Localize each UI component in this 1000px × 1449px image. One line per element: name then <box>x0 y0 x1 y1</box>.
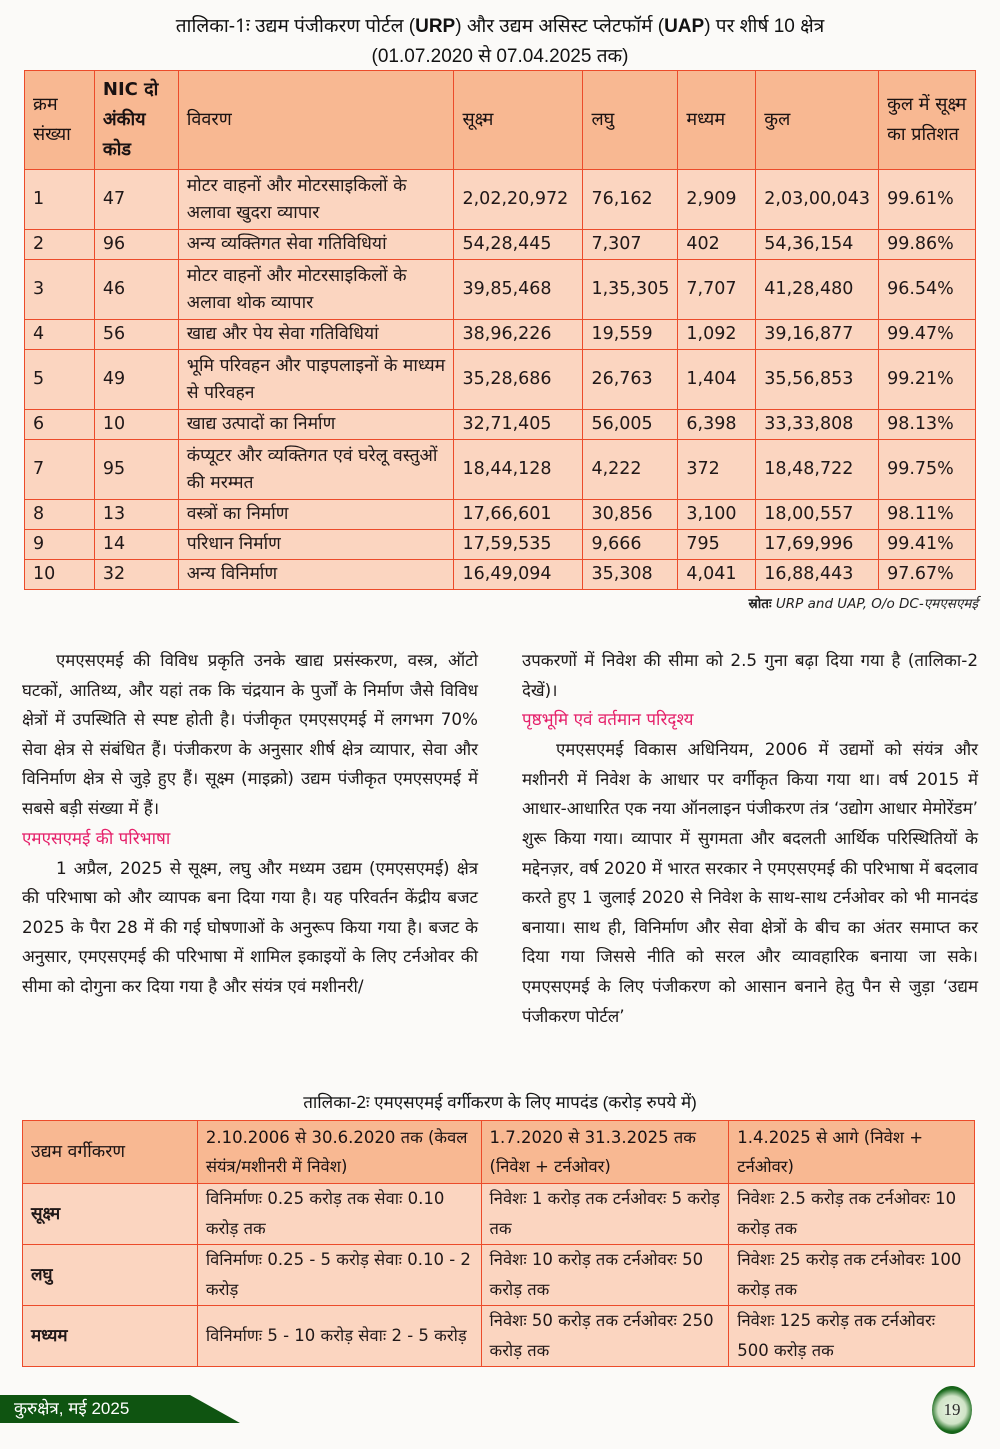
cell-percent: 99.47% <box>879 320 976 350</box>
table1-title-line: तालिका-1ः उद्यम पंजीकरण पोर्टल (URP) और उद्यम असिस्ट प्लेटफॉर्म (UAP) पर शीर्ष 10 क्षेत्र <box>175 16 825 37</box>
col-header-period-2025: 1.4.2025 से आगे (निवेश + टर्नओवर) <box>729 1121 975 1184</box>
article-column-left <box>22 646 478 1002</box>
cell-total: 39,16,877 <box>756 320 879 350</box>
cell-total: 33,33,808 <box>756 410 879 440</box>
cell-percent: 99.86% <box>879 230 976 260</box>
cell-micro: 32,71,405 <box>454 410 583 440</box>
cell-nic: 14 <box>94 530 178 560</box>
cell-period-2025: निवेशः 125 करोड़ तक टर्नओवरः 500 करोड़ तक <box>729 1306 975 1367</box>
cell-micro: 54,28,445 <box>454 230 583 260</box>
cell-small: 4,222 <box>583 440 678 500</box>
cell-small: 56,005 <box>583 410 678 440</box>
cell-total: 18,48,722 <box>756 440 879 500</box>
table1-top-sectors <box>24 70 976 590</box>
cell-serial: 7 <box>25 440 95 500</box>
cell-total: 16,88,443 <box>756 560 879 590</box>
cell-period-2006: विनिर्माणः 5 - 10 करोड़ सेवाः 2 - 5 करोड़ <box>197 1306 481 1367</box>
cell-medium: 4,041 <box>678 560 756 590</box>
cell-medium: 7,707 <box>678 260 756 320</box>
cell-nic: 96 <box>94 230 178 260</box>
table-row <box>25 500 976 530</box>
cell-nic: 47 <box>94 170 178 230</box>
section-heading-background: पृष्ठभूमि एवं वर्तमान परिदृश्य <box>522 710 694 731</box>
table-row <box>25 260 976 320</box>
table1-title <box>0 12 1000 72</box>
cell-period-2020: निवेशः 50 करोड़ तक टर्नओवरः 250 करोड़ तक <box>481 1306 729 1367</box>
cell-medium: 2,909 <box>678 170 756 230</box>
col-header-micro-percent: कुल में सूक्ष्म का प्रतिशत <box>879 71 976 170</box>
cell-serial: 8 <box>25 500 95 530</box>
cell-serial: 3 <box>25 260 95 320</box>
col-header-small: लघु <box>583 71 678 170</box>
cell-description: अन्य विनिर्माण <box>178 560 454 590</box>
col-header-period-2006: 2.10.2006 से 30.6.2020 तक (केवल संयंत्र/मशीनरी में निवेश) <box>197 1121 481 1184</box>
paragraph: एमएसएमई की विविध प्रकृति उनके खाद्य प्रसंस्करण, वस्त्र, ऑटो घटकों, आतिथ्य, और यहां तक कि चंद्रयान के पुर्जों के निर्माण जैसे विविध क्षेत्रों में उपस्थिति से स्पष्ट होती है। पंजीकृत एमएसएमई में लगभग 70% सेवा क्षेत्र से संबंधित हैं। पंजीकरण के अनुसार शीर्ष क्षेत्र व्यापार, सेवा और विनिर्माण क्षेत्र से जुड़े हुए हैं। सूक्ष्म (माइक्रो) उद्यम पंजीकृत एमएसएमई में सबसे बड़ी संख्या में हैं। <box>22 650 478 818</box>
cell-small: 19,559 <box>583 320 678 350</box>
col-header-medium: मध्यम <box>678 71 756 170</box>
cell-percent: 98.13% <box>879 410 976 440</box>
table-row <box>23 1306 975 1367</box>
cell-total: 54,36,154 <box>756 230 879 260</box>
cell-micro: 16,49,094 <box>454 560 583 590</box>
cell-micro: 39,85,468 <box>454 260 583 320</box>
cell-total: 18,00,557 <box>756 500 879 530</box>
table2-title: तालिका-2ः एमएसएमई वर्गीकरण के लिए मापदंड (करोड़ रुपये में) <box>303 1093 697 1112</box>
cell-serial: 5 <box>25 350 95 410</box>
cell-description: कंप्यूटर और व्यक्तिगत एवं घरेलू वस्तुओं की मरम्मत <box>178 440 454 500</box>
cell-micro: 35,28,686 <box>454 350 583 410</box>
table-row <box>25 410 976 440</box>
cell-nic: 10 <box>94 410 178 440</box>
table1-subtitle: (01.07.2020 से 07.04.2025 तक) <box>371 46 629 67</box>
table-row <box>25 350 976 410</box>
table1-source: स्रोतः URP and UAP, O/o DC-एमएसएमई <box>748 596 978 612</box>
cell-medium: 6,398 <box>678 410 756 440</box>
cell-nic: 95 <box>94 440 178 500</box>
col-header-period-2020: 1.7.2020 से 31.3.2025 तक (निवेश + टर्नओवर) <box>481 1121 729 1184</box>
cell-period-2020: निवेशः 10 करोड़ तक टर्नओवरः 50 करोड़ तक <box>481 1245 729 1306</box>
cell-total: 17,69,996 <box>756 530 879 560</box>
cell-percent: 99.21% <box>879 350 976 410</box>
table-row <box>23 1245 975 1306</box>
paragraph: उपकरणों में निवेश की सीमा को 2.5 गुना बढ़ा दिया गया है (तालिका-2 देखें)। <box>522 650 978 700</box>
table-row <box>25 560 976 590</box>
col-header-classification: उद्यम वर्गीकरण <box>23 1121 198 1184</box>
cell-classification: मध्यम <box>23 1306 198 1367</box>
cell-description: भूमि परिवहन और पाइपलाइनों के माध्यम से परिवहन <box>178 350 454 410</box>
section-heading-msme-definition: एमएसएमई की परिभाषा <box>22 828 171 849</box>
col-header-total: कुल <box>756 71 879 170</box>
cell-classification: सूक्ष्म <box>23 1184 198 1245</box>
cell-description: परिधान निर्माण <box>178 530 454 560</box>
cell-small: 7,307 <box>583 230 678 260</box>
cell-medium: 372 <box>678 440 756 500</box>
cell-medium: 3,100 <box>678 500 756 530</box>
cell-nic: 32 <box>94 560 178 590</box>
cell-description: मोटर वाहनों और मोटरसाइकिलों के अलावा थोक व्यापार <box>178 260 454 320</box>
paragraph: एमएसएमई विकास अधिनियम, 2006 में उद्यमों को संयंत्र और मशीनरी में निवेश के आधार पर वर्गीकृत किया गया था। वर्ष 2015 में आधार-आधारित एक नया ऑनलाइन पंजीकरण तंत्र ‘उद्योग आधार मेमोरेंडम’ शुरू किया गया। व्यापार में सुगमता और बदलती आर्थिक परिस्थितियों के मद्देनज़र, वर्ष 2020 में भारत सरकार ने एमएसएमई की परिभाषा में बदलाव करते हुए 1 जुलाई 2020 से निवेश के साथ-साथ टर्नओवर को भी मानदंड बनाया। साथ ही, विनिर्माण और सेवा क्षेत्रों के बीच का अंतर समाप्त कर दिया गया जिससे नीति को सरल और व्यावहारिक बनाया जा सके। एमएसएमई के लिए पंजीकरण को आसान बनाने हेतु पैन से जुड़ा ‘उद्यम पंजीकरण पोर्टल’ <box>522 739 979 1026</box>
col-header-description: विवरण <box>178 71 454 170</box>
cell-small: 9,666 <box>583 530 678 560</box>
page-number: 19 <box>943 1400 961 1419</box>
col-header-nic-code: NIC दो अंकीय कोड <box>94 71 178 170</box>
table-row <box>25 170 976 230</box>
cell-micro: 38,96,226 <box>454 320 583 350</box>
paragraph: 1 अप्रैल, 2025 से सूक्ष्म, लघु और मध्यम उद्यम (एमएसएमई) क्षेत्र की परिभाषा को और व्यापक बना दिया गया है। यह परिवर्तन केंद्रीय बजट 2025 के पैरा 28 में की गई घोषणाओं के अनुरूप किया गया है। बजट के अनुसार, एमएसएमई की परिभाषा में शामिल इकाइयों के लिए टर्नओवर की सीमा को दोगुना कर दिया गया है और संयंत्र एवं मशीनरी/ <box>22 857 478 996</box>
cell-nic: 56 <box>94 320 178 350</box>
cell-period-2025: निवेशः 25 करोड़ तक टर्नओवरः 100 करोड़ तक <box>729 1245 975 1306</box>
cell-small: 26,763 <box>583 350 678 410</box>
page-number-badge <box>932 1386 972 1434</box>
cell-total: 41,28,480 <box>756 260 879 320</box>
cell-period-2006: विनिर्माणः 0.25 करोड़ तक सेवाः 0.10 करोड़ तक <box>197 1184 481 1245</box>
cell-micro: 2,02,20,972 <box>454 170 583 230</box>
cell-period-2020: निवेशः 1 करोड़ तक टर्नओवरः 5 करोड़ तक <box>481 1184 729 1245</box>
cell-percent: 97.67% <box>879 560 976 590</box>
cell-percent: 98.11% <box>879 500 976 530</box>
cell-description: मोटर वाहनों और मोटरसाइकिलों के अलावा खुदरा व्यापार <box>178 170 454 230</box>
cell-nic: 46 <box>94 260 178 320</box>
cell-nic: 49 <box>94 350 178 410</box>
table-header-row <box>23 1121 975 1184</box>
col-header-micro: सूक्ष्म <box>454 71 583 170</box>
magazine-issue-label: कुरुक्षेत्र, मई 2025 <box>14 1399 130 1418</box>
cell-total: 2,03,00,043 <box>756 170 879 230</box>
cell-small: 1,35,305 <box>583 260 678 320</box>
table-row <box>25 230 976 260</box>
cell-small: 35,308 <box>583 560 678 590</box>
cell-nic: 13 <box>94 500 178 530</box>
cell-serial: 4 <box>25 320 95 350</box>
cell-description: अन्य व्यक्तिगत सेवा गतिविधियां <box>178 230 454 260</box>
cell-description: खाद्य और पेय सेवा गतिविधियां <box>178 320 454 350</box>
cell-period-2025: निवेशः 2.5 करोड़ तक टर्नओवरः 10 करोड़ तक <box>729 1184 975 1245</box>
cell-serial: 2 <box>25 230 95 260</box>
cell-description: खाद्य उत्पादों का निर्माण <box>178 410 454 440</box>
cell-medium: 1,092 <box>678 320 756 350</box>
cell-serial: 9 <box>25 530 95 560</box>
cell-micro: 17,59,535 <box>454 530 583 560</box>
table-row <box>25 530 976 560</box>
cell-serial: 1 <box>25 170 95 230</box>
cell-percent: 99.41% <box>879 530 976 560</box>
cell-serial: 6 <box>25 410 95 440</box>
cell-small: 76,162 <box>583 170 678 230</box>
cell-micro: 18,44,128 <box>454 440 583 500</box>
table-row <box>25 440 976 500</box>
cell-percent: 96.54% <box>879 260 976 320</box>
cell-serial: 10 <box>25 560 95 590</box>
cell-percent: 99.75% <box>879 440 976 500</box>
cell-medium: 402 <box>678 230 756 260</box>
cell-micro: 17,66,601 <box>454 500 583 530</box>
table-header-row <box>25 71 976 170</box>
cell-total: 35,56,853 <box>756 350 879 410</box>
article-column-right <box>522 646 978 1031</box>
table-row <box>25 320 976 350</box>
cell-small: 30,856 <box>583 500 678 530</box>
cell-classification: लघु <box>23 1245 198 1306</box>
table2-msme-classification <box>22 1120 975 1367</box>
cell-medium: 1,404 <box>678 350 756 410</box>
cell-period-2006: विनिर्माणः 0.25 - 5 करोड़ सेवाः 0.10 - 2 करोड़ <box>197 1245 481 1306</box>
col-header-serial: क्रम संख्या <box>25 71 95 170</box>
cell-description: वस्त्रों का निर्माण <box>178 500 454 530</box>
cell-percent: 99.61% <box>879 170 976 230</box>
cell-medium: 795 <box>678 530 756 560</box>
table-row <box>23 1184 975 1245</box>
